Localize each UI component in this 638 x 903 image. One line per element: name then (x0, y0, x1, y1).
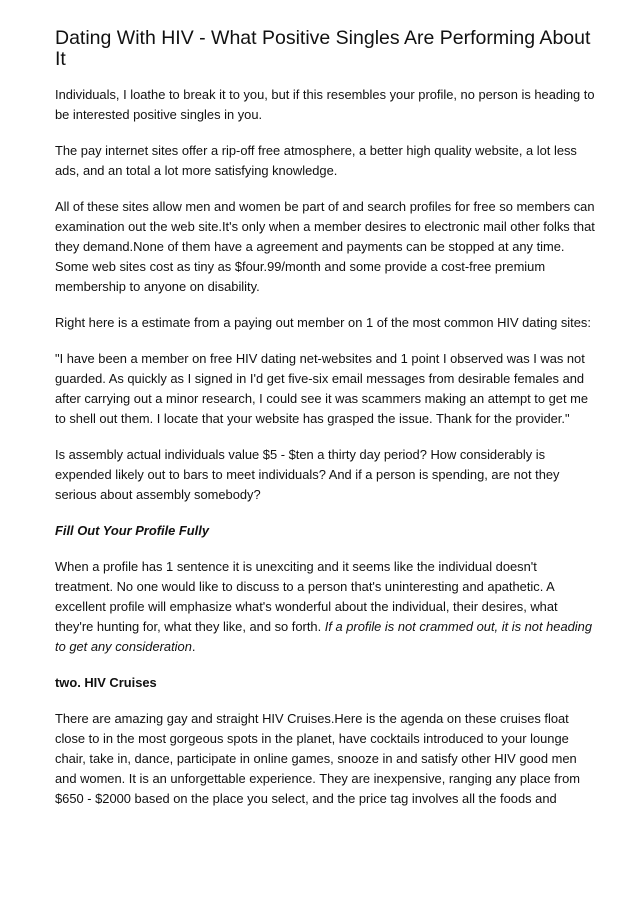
paragraph-worth-question: Is assembly actual individuals value $5 - $ten a thirty day period? How considerably is expended likely out to bars to meet individuals? And if a person is spending, are not they serious about assembly somebody? (55, 447, 560, 502)
paragraph-member-quote: "I have been a member on free HIV dating net-websites and 1 point I observed was I was not guarded. As quickly as I signed in I'd get five-six email messages from desirable females and after carrying out a minor research, I could see it was scammers making an attempt to get me to shell out them. I locate that your website has grasped the issue. Thank for the provider." (55, 351, 589, 426)
paragraph-quote-intro: Right here is a estimate from a paying out member on 1 of the most common HIV dating sites: (55, 315, 591, 330)
paragraph-profile-italic: If a profile is not crammed out, it is not heading to get any consideration (55, 619, 593, 654)
heading-hiv-cruises: two. HIV Cruises (55, 675, 157, 690)
document-page (55, 28, 595, 825)
heading-fill-out-profile: Fill Out Your Profile Fully (55, 523, 209, 538)
paragraph-profile-main: When a profile has 1 sentence it is unexciting and it seems like the individual doesn't treatment. No one would like to discuss to a person that's uninteresting and apathetic. A excellent profile will emphasize what's wonderful about the individual, their desires, what they're hunting for, what they like, and so forth. (55, 559, 558, 634)
paragraph-profile-end: . (191, 639, 196, 654)
paragraph-pay-sites: The pay internet sites offer a rip-off free atmosphere, a better high quality website, a lot less ads, and an total a lot more satisfying knowledge. (55, 143, 577, 178)
paragraph-free-search: All of these sites allow men and women be part of and search profiles for free so members can examination out the web site.It's only when a member desires to electronic mail other folks that they demand.None of them have a agreement and payments can be stopped at any time. Some web sites cost as tiny as $four.99/month and some provide a cost-free premium membership to anyone on disability. (55, 199, 595, 294)
paragraph-intro: Individuals, I loathe to break it to you, but if this resembles your profile, no person is heading to be interested positive singles in you. (55, 87, 595, 122)
paragraph-profile (55, 557, 595, 657)
paragraph-cruises: There are amazing gay and straight HIV Cruises.Here is the agenda on these cruises float close to in the most gorgeous spots in the planet, have cocktails introduced to your lounge chair, take in, dance, participate in online games, snooze in and satisfy other HIV good men and women. It is an unforgettable experience. They are inexpensive, ranging any place from $650 - $2000 based on the place you select, and the price tag involves all the foods and (55, 711, 581, 806)
document-title: Dating With HIV - What Positive Singles Are Performing About It (55, 27, 591, 70)
